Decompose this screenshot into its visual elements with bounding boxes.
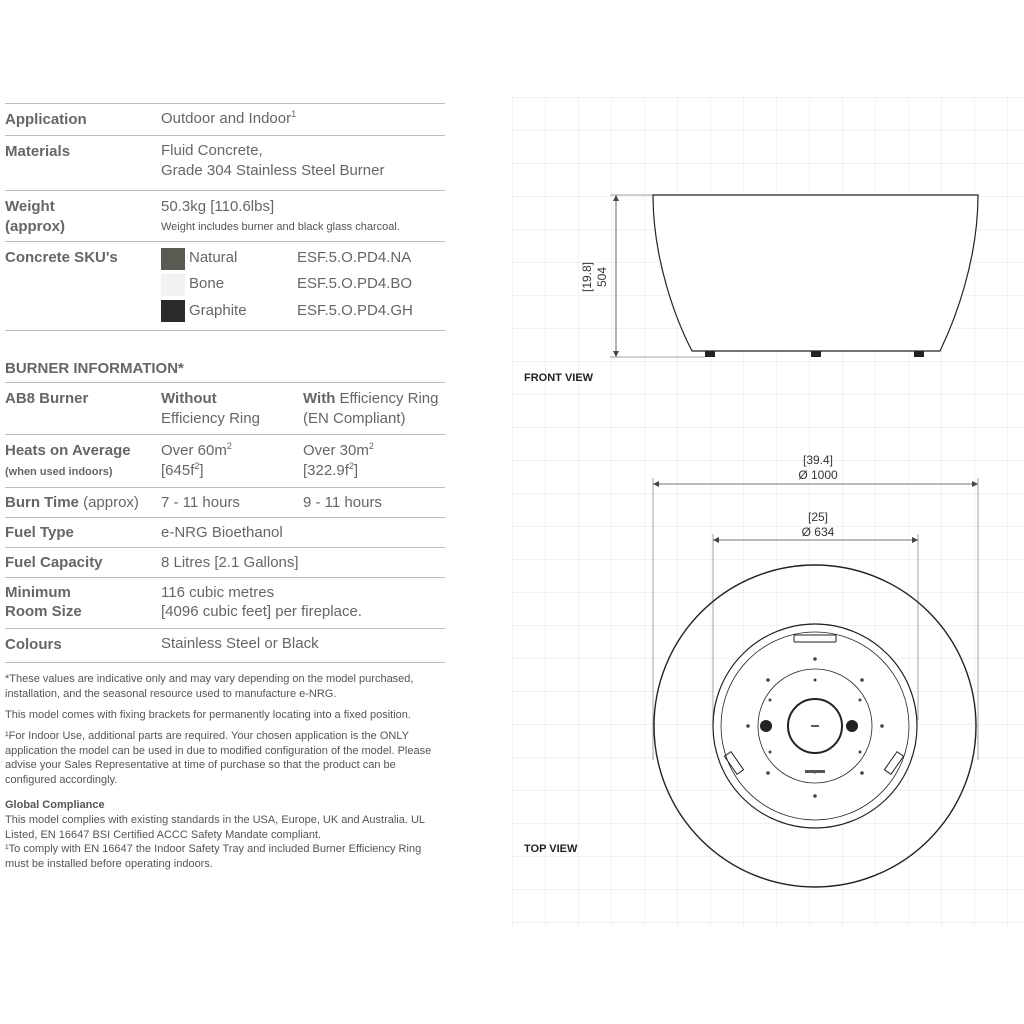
squared-mark: 2 <box>226 441 232 451</box>
heats-label: Heats on Average <box>5 442 131 459</box>
sku-code-bone: ESF.5.O.PD4.BO <box>297 275 413 292</box>
outer-mm: Ø 1000 <box>798 468 838 482</box>
fuel-capacity-value: 8 Litres [2.1 Gallons] <box>161 554 299 571</box>
colours-value: Stainless Steel or Black <box>161 635 319 652</box>
squared-mark: 2 <box>348 461 354 471</box>
outer-inches: [39.4] <box>802 453 834 467</box>
compliance-title: Global Compliance <box>5 799 105 811</box>
application-text: Outdoor and Indoor <box>161 110 292 127</box>
bowl-foot <box>811 351 821 357</box>
height-dimension <box>580 232 610 322</box>
height-inches: [19.8] <box>580 261 594 293</box>
sku-name-bone: Bone <box>189 275 225 292</box>
bracket-end: ] <box>353 462 359 479</box>
materials-line1: Fluid Concrete, <box>161 142 263 159</box>
col2-header-rest: Efficiency Ring <box>335 390 439 407</box>
heats-col1-a-text: Over 60m <box>161 442 227 459</box>
bowl-front-outline <box>653 195 978 351</box>
fuel-type-value: e-NRG Bioethanol <box>161 524 283 541</box>
bowl-foot <box>705 351 715 357</box>
note-indoor: ¹For Indoor Use, additional parts are required. Your chosen application is the ONLY application the model can be used in due to modified configuration of the model. Please advise your Sales Representative at time of purchase so that the product can be configured accordingly. <box>5 730 432 786</box>
fuel-capacity-label: Fuel Capacity <box>5 554 103 571</box>
room-size-label: Minimum <box>5 584 71 601</box>
inner-inches: [25] <box>807 510 828 524</box>
burner-logo <box>805 770 825 773</box>
note-indicative: *These values are indicative only and may vary depending on the model purchased, installation, and the seasonal resource used to manufacture e-NRG. <box>5 673 414 700</box>
bracket-end: ] <box>199 462 204 479</box>
heats-col2-b-text: [322.9f <box>303 462 349 479</box>
materials-line2: Grade 304 Stainless Steel Burner <box>161 162 385 179</box>
height-mm: 504 <box>595 266 609 288</box>
colours-label: Colours <box>5 636 62 653</box>
burn-time-text: Burn Time <box>5 494 79 511</box>
burn-time-col2: 9 - 11 hours <box>303 494 382 511</box>
burn-time-sub: (approx) <box>78 494 139 511</box>
top-view-label: TOP VIEW <box>524 843 578 855</box>
compliance-text: This model complies with existing standards in the USA, Europe, UK and Australia. UL Listed, EN 16647 BSI Certified ACCC Safety Mandate compliant. <box>5 814 425 841</box>
burner-knob <box>760 720 772 732</box>
heats-col1-b-text: [645f <box>161 462 195 479</box>
sku-code-natural: ESF.5.O.PD4.NA <box>297 249 412 266</box>
compliance-en: ¹To comply with EN 16647 the Indoor Safety Tray and included Burner Efficiency Ring must be installed before operating indoors. <box>5 843 422 870</box>
sku-label: Concrete SKU's <box>5 249 118 266</box>
burner-model: AB8 Burner <box>5 390 89 407</box>
outer-dimension <box>768 453 868 483</box>
room-size-value-2: [4096 cubic feet] per fireplace. <box>161 603 362 620</box>
front-view-label: FRONT VIEW <box>524 372 594 384</box>
burner-knob <box>846 720 858 732</box>
squared-mark: 2 <box>194 461 200 471</box>
weight-note: Weight includes burner and black glass charcoal. <box>161 221 400 233</box>
col2-header-sub: (EN Compliant) <box>303 410 406 427</box>
sku-code-graphite: ESF.5.O.PD4.GH <box>297 302 413 319</box>
materials-label: Materials <box>5 143 71 160</box>
sku-name-graphite: Graphite <box>189 302 247 319</box>
footnote-mark: 1 <box>291 109 297 119</box>
note-brackets: This model comes with fixing brackets for permanently locating into a fixed position. <box>5 709 411 721</box>
squared-mark: 2 <box>368 441 374 451</box>
col1-header-strong: Without <box>161 390 217 407</box>
inner-dimension <box>768 510 868 540</box>
room-size-label-2: Room Size <box>5 603 82 620</box>
sku-name-natural: Natural <box>189 249 238 266</box>
heats-col2-a-text: Over 30m <box>303 442 369 459</box>
col1-header-rest: Efficiency Ring <box>161 410 260 427</box>
bowl-foot <box>914 351 924 357</box>
burner-heading: BURNER INFORMATION* <box>5 360 184 377</box>
inner-mm: Ø 634 <box>801 525 835 539</box>
burn-time-col1: 7 - 11 hours <box>161 494 240 511</box>
room-size-value: 116 cubic metres <box>161 584 275 601</box>
weight-label-approx: (approx) <box>5 218 65 235</box>
weight-label: Weight <box>5 198 55 215</box>
col2-header-strong: With <box>303 390 336 407</box>
application-label: Application <box>5 111 87 128</box>
heats-sub: (when used indoors) <box>5 466 113 478</box>
fuel-type-label: Fuel Type <box>5 524 74 541</box>
weight-value: 50.3kg [110.6lbs] <box>161 198 275 215</box>
